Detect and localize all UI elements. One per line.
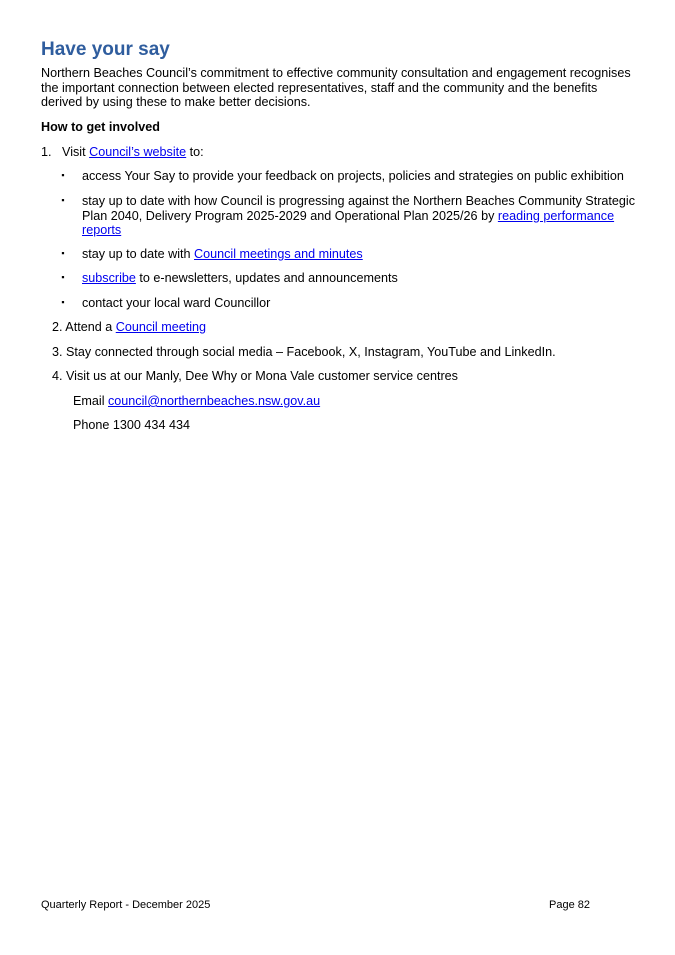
section-subheading: How to get involved: [41, 120, 160, 134]
council-website-link[interactable]: Council’s website: [89, 145, 187, 159]
item1-prefix: Visit: [62, 145, 86, 159]
bullet-text: to e-newsletters, updates and announcements: [139, 271, 398, 285]
phone-line: Phone 1300 434 434: [73, 418, 190, 432]
bullet-icon: ▪: [61, 195, 65, 205]
item3-text: 3. Stay connected through social media – Facebook, X, Instagram, YouTube and LinkedIn.: [52, 345, 556, 359]
footer-page-number: Page 82: [549, 899, 590, 911]
list-item-2: [52, 320, 206, 335]
footer-report-title: Quarterly Report - December 2025: [41, 899, 211, 911]
bullet-icon: ▪: [61, 170, 65, 180]
bullet-item: [82, 296, 638, 311]
bullet-text: contact your local ward Councillor: [82, 296, 271, 310]
list-item-4: [52, 369, 458, 384]
bullet-item: [82, 194, 638, 238]
email-link[interactable]: council@northernbeaches.nsw.gov.au: [108, 394, 321, 408]
bullet-text: stay up to date with how Council is progressing against the Northern Beaches Community Strategic Plan 2040, Delivery Program 2025-2029 and Operational Plan 2025/26 by: [82, 194, 636, 223]
email-line: [73, 394, 320, 409]
list-item-3: [52, 345, 556, 360]
list-item-1: [41, 145, 204, 160]
bullet-icon: ▪: [61, 272, 65, 282]
bullet-item: [82, 271, 638, 286]
page-title: Have your say: [41, 39, 170, 60]
item1-suffix: to:: [189, 145, 204, 159]
bullet-item: [82, 169, 638, 184]
bullet-text: access Your Say to provide your feedback on projects, policies and strategies on public exhibition: [82, 169, 624, 183]
council-meeting-link[interactable]: Council meeting: [115, 320, 207, 334]
bullet-icon: ▪: [61, 248, 65, 258]
bullet-item: [82, 247, 638, 262]
subscribe-link[interactable]: subscribe: [82, 271, 136, 285]
reading-performance-reports-link[interactable]: reading performance reports: [82, 208, 615, 238]
bullet-icon: ▪: [61, 297, 65, 307]
bullet-text: stay up to date with: [82, 247, 191, 261]
intro-paragraph: Northern Beaches Council’s commitment to effective community consultation and engagement recognises the important connection between elected representatives, staff and the community and the benefits derived by using these to make better decisions.: [41, 66, 631, 110]
item4-text: 4. Visit us at our Manly, Dee Why or Mona Vale customer service centres: [52, 369, 458, 383]
list-number-1: 1.: [41, 145, 52, 159]
item2-text: 2. Attend a: [52, 320, 113, 334]
email-label: Email: [73, 394, 105, 408]
council-meetings-minutes-link[interactable]: Council meetings and minutes: [194, 247, 363, 261]
